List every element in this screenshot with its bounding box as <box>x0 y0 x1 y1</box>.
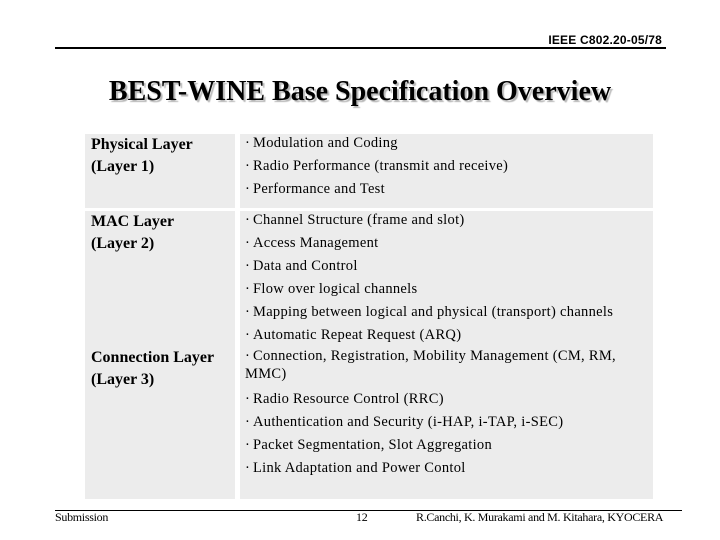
footer-authors: R.Canchi, K. Murakami and M. Kitahara, KYOCERA <box>416 510 664 524</box>
list-item: · Data and Control <box>245 255 647 278</box>
bullet-icon: · <box>245 181 251 197</box>
list-item: · Performance and Test <box>245 178 647 201</box>
layer-number: (Layer 1) <box>91 158 155 175</box>
bullet-icon: · <box>245 437 251 453</box>
page-number: 12 <box>356 510 368 524</box>
connection-layer-items <box>245 347 647 480</box>
list-item: · Mapping between logical and physical (transport) channels <box>245 301 647 324</box>
bullet-icon: · <box>245 348 251 364</box>
list-item: · Authentication and Security (i-HAP, i-TAP, i-SEC) <box>245 411 647 434</box>
mac-layer-label <box>91 211 174 255</box>
layer-name: MAC Layer <box>91 213 175 230</box>
list-item: · Radio Resource Control (RRC) <box>245 388 647 411</box>
footer-submission: Submission <box>55 510 109 524</box>
header-rule <box>55 47 666 49</box>
bullet-icon: · <box>245 158 251 174</box>
bullet-icon: · <box>245 460 251 476</box>
bullet-icon: · <box>245 212 251 228</box>
list-item: · Link Adaptation and Power Contol <box>245 457 647 480</box>
page-title: BEST-WINE Base Specification Overview <box>108 76 612 107</box>
bullet-icon: · <box>245 135 251 151</box>
bullet-icon: · <box>245 304 251 320</box>
layer-name: Connection Layer <box>91 349 215 366</box>
physical-layer-items <box>245 132 647 201</box>
layer-name: Physical Layer <box>91 136 193 153</box>
list-item: · Access Management <box>245 232 647 255</box>
bullet-icon: · <box>245 327 251 343</box>
layer-number: (Layer 2) <box>91 235 155 252</box>
list-item: · Modulation and Coding <box>245 132 647 155</box>
bullet-icon: · <box>245 258 251 274</box>
document-id: IEEE C802.20-05/78 <box>548 33 662 47</box>
list-item: · Packet Segmentation, Slot Aggregation <box>245 434 647 457</box>
list-item: · Flow over logical channels <box>245 278 647 301</box>
bullet-icon: · <box>245 281 251 297</box>
list-item: · Radio Performance (transmit and receive) <box>245 155 647 178</box>
mac-layer-items <box>245 209 647 347</box>
list-item: · Connection, Registration, Mobility Management (CM, RM, MMC) <box>245 348 616 382</box>
bullet-icon: · <box>245 414 251 430</box>
bullet-icon: · <box>245 235 251 251</box>
list-item: · Automatic Repeat Request (ARQ) <box>245 324 647 347</box>
list-item: · Channel Structure (frame and slot) <box>245 209 647 232</box>
bullet-icon: · <box>245 391 251 407</box>
physical-layer-label <box>91 134 193 178</box>
layer-number: (Layer 3) <box>91 371 155 388</box>
connection-layer-label <box>91 347 214 391</box>
